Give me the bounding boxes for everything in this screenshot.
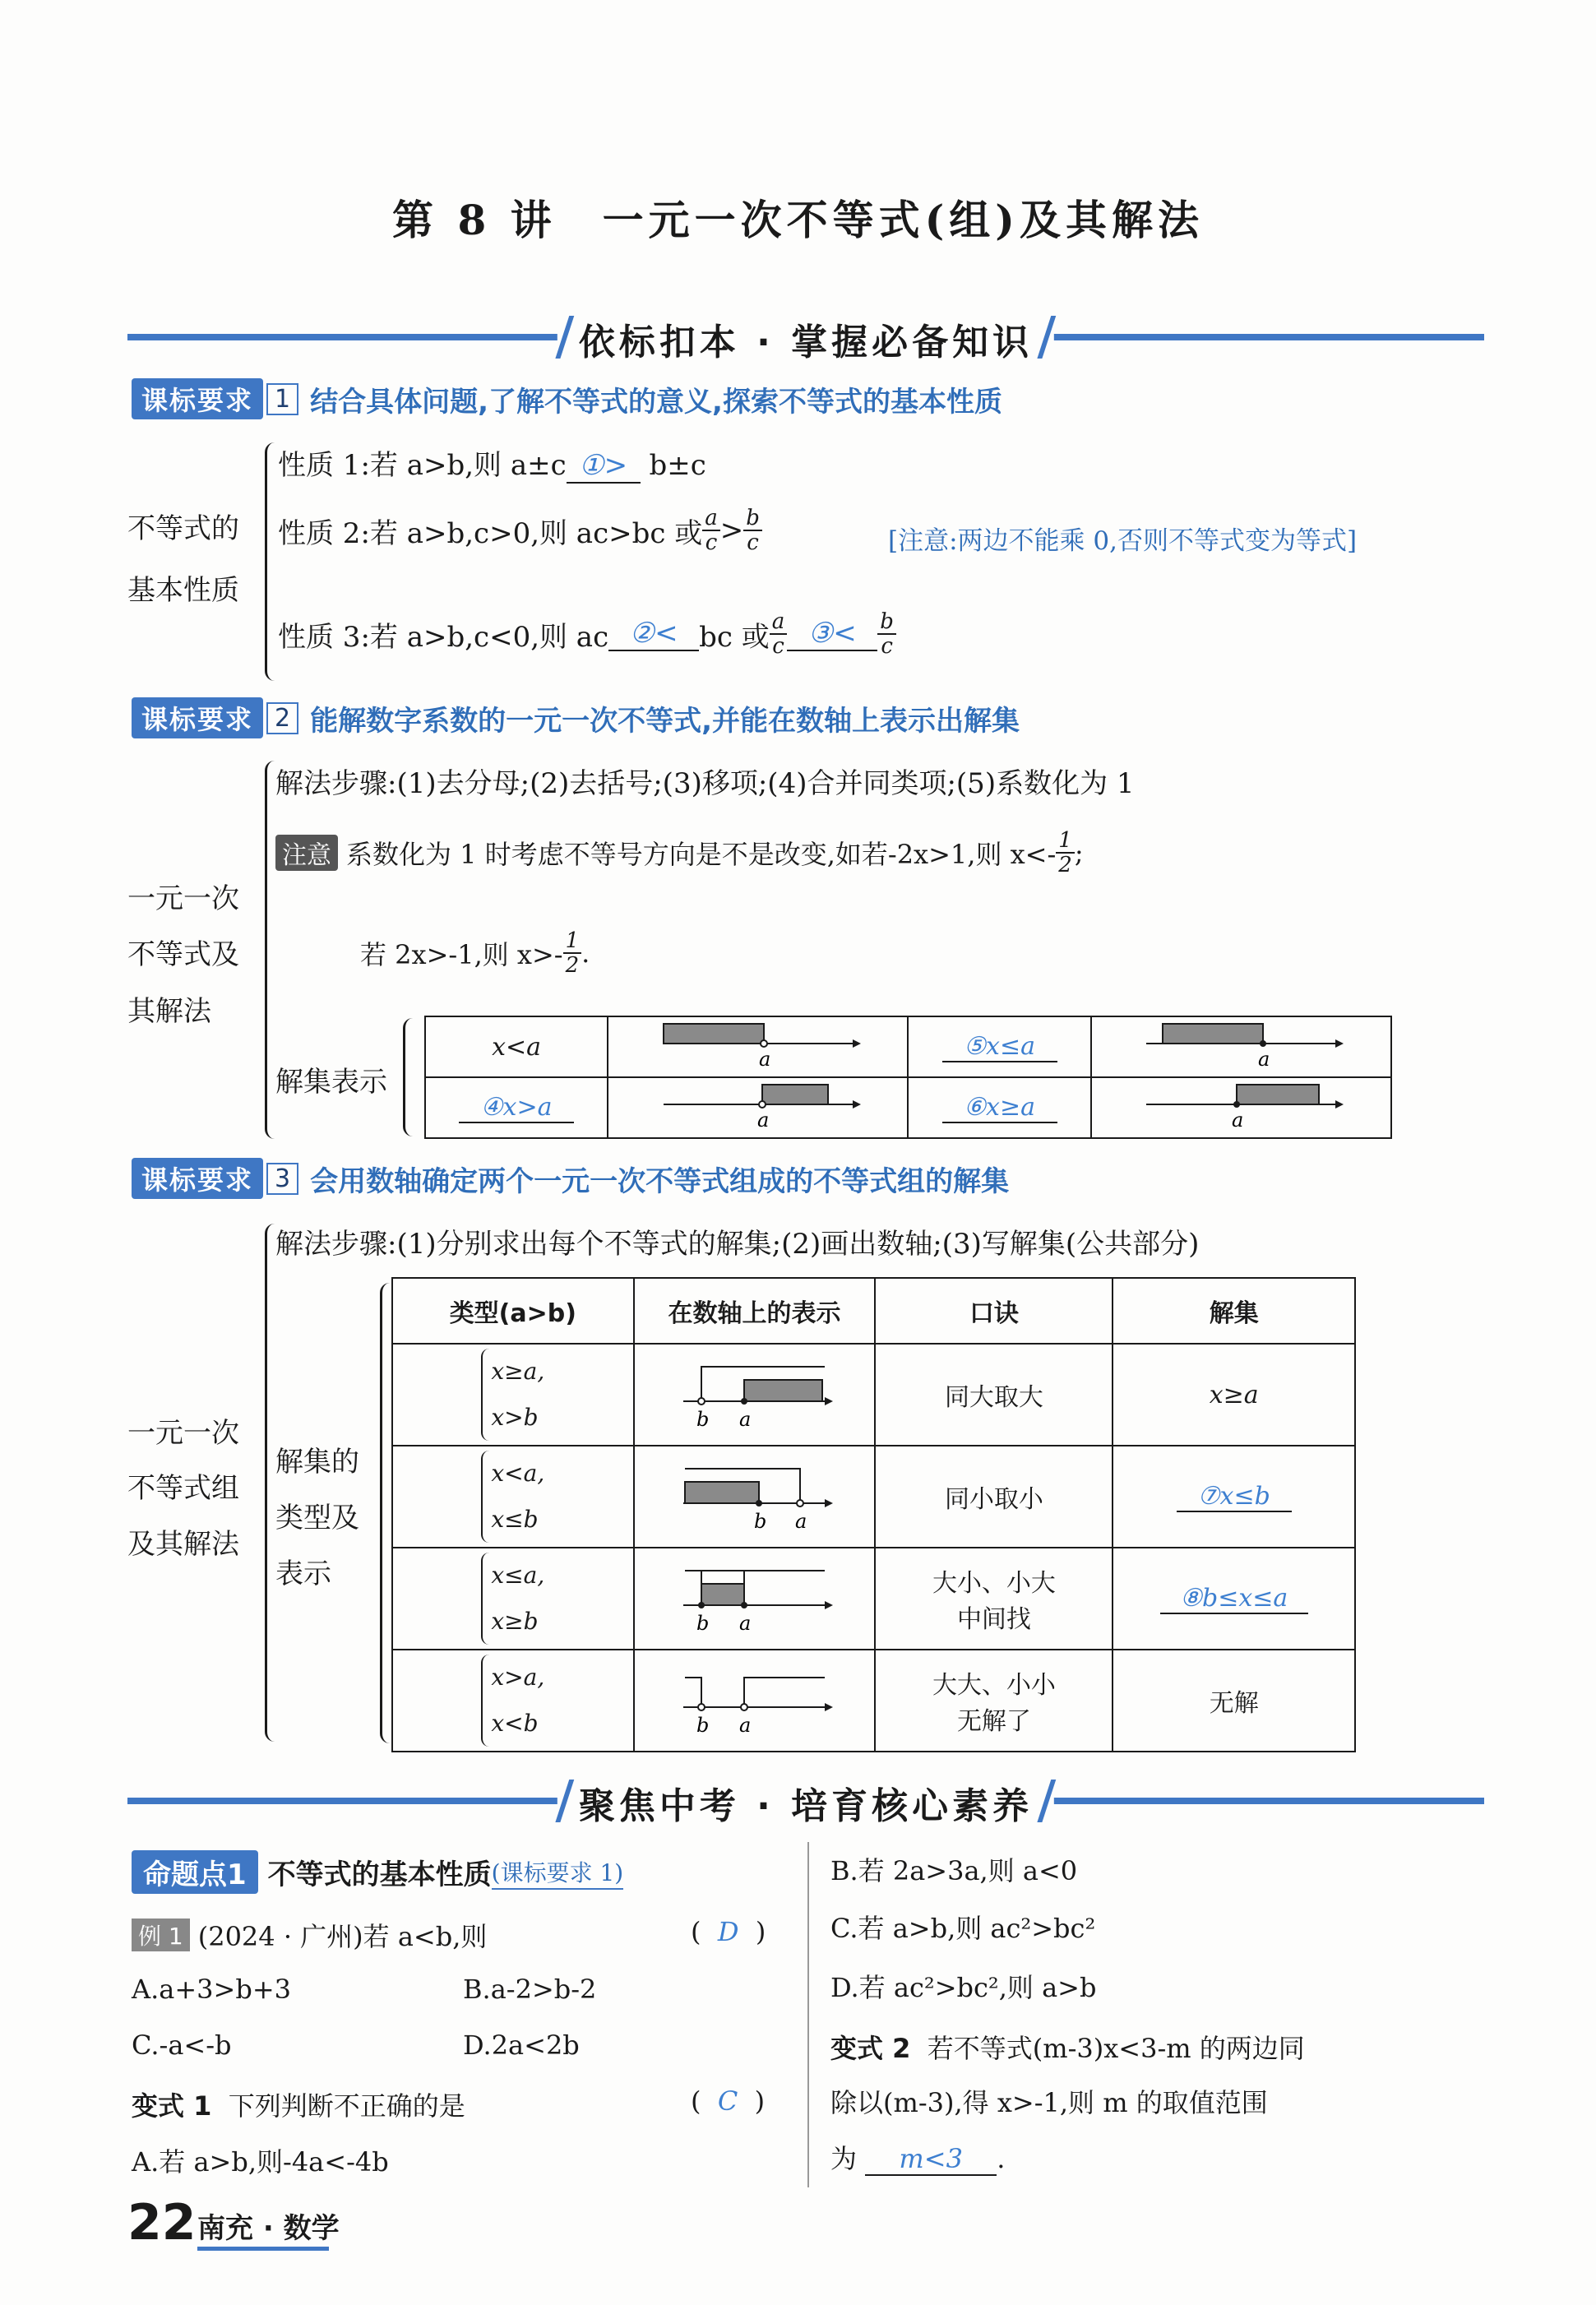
rep-label: 解集表示 xyxy=(275,1066,387,1099)
variant-1-tag: 变式 1 xyxy=(132,2090,212,2122)
cell-x-lt-a: x<a xyxy=(425,1016,608,1077)
answer-4: ④x>a xyxy=(459,1093,574,1123)
option-D: D.2a<2b xyxy=(463,2030,580,2061)
solve1-label-3: 其解法 xyxy=(127,995,211,1028)
p2-frac-2: $\frac{b}{c}$ xyxy=(743,507,762,554)
axis-label-a: a xyxy=(1258,1048,1270,1068)
variant-1-question: 下列判断不正确的是 xyxy=(228,2090,465,2122)
axis-label-a: a xyxy=(756,1109,770,1129)
solve2-label-1: 一元一次 xyxy=(127,1417,239,1450)
example-1-answer: ( D ) xyxy=(691,1916,766,1947)
answer-7: ⑦x≤b xyxy=(1177,1482,1292,1512)
variant-1-option-C: C.若 a>b,则 ac²>bc² xyxy=(830,1913,1096,1944)
p3-frac-2: $\frac{b}{c}$ xyxy=(877,610,896,658)
axis-cell-4 xyxy=(634,1650,876,1752)
axis-x-le-a xyxy=(1091,1016,1391,1077)
requirement-1 xyxy=(132,380,1002,418)
table-row xyxy=(392,1446,1355,1548)
solution-set-table xyxy=(424,1016,1392,1139)
answer-m-range: m<3 xyxy=(865,2143,997,2176)
svg-text:a: a xyxy=(738,1612,751,1635)
rule-4: 大大、小小 无解了 xyxy=(875,1650,1113,1752)
cell-x-le-a xyxy=(908,1016,1090,1077)
header-set: 解集 xyxy=(1113,1278,1355,1344)
axis-cell-1 xyxy=(634,1344,876,1446)
property-1 xyxy=(278,442,706,484)
inequality-system-table xyxy=(391,1277,1356,1752)
answer-8: ⑧b≤x≤a xyxy=(1160,1584,1308,1614)
svg-text:b: b xyxy=(696,1714,709,1737)
axis-label-a: a xyxy=(1232,1109,1244,1129)
column-divider xyxy=(807,1842,809,2187)
property-2 xyxy=(278,507,762,554)
solve1-note-2 xyxy=(360,929,590,977)
footer-text: 南充 · 数学 xyxy=(197,2212,340,2245)
props-label-2: 基本性质 xyxy=(127,574,239,607)
type-label-2: 类型及 xyxy=(275,1502,359,1534)
axis-cell-2 xyxy=(634,1446,876,1548)
option-A: A.a+3>b+3 xyxy=(132,1974,291,2005)
solve2-label-2: 不等式组 xyxy=(127,1472,239,1505)
p2-frac-1: $\frac{a}{c}$ xyxy=(702,507,720,554)
p1-answer: ①> xyxy=(567,449,641,484)
requirement-2 xyxy=(132,699,1020,737)
type-label-3: 表示 xyxy=(275,1557,331,1590)
p2-text: 性质 2:若 a>b,c>0,则 ac>bc 或 xyxy=(278,516,703,550)
note1-text: 系数化为 1 时考虑不等号方向是不是改变,如若-2x>1,则 x<- xyxy=(346,839,1057,870)
variant-1-answer: ( C ) xyxy=(691,2085,766,2117)
section-title-2: 聚焦中考 · 培育核心素养 xyxy=(557,1776,1054,1829)
variant-2-tag: 变式 2 xyxy=(830,2033,911,2064)
svg-text:a: a xyxy=(794,1510,807,1533)
solve1-label-2: 不等式及 xyxy=(127,938,239,971)
p3-answer-2: ③< xyxy=(787,617,877,651)
note2-text: 若 2x>-1,则 x>- xyxy=(360,939,563,970)
page-number: 22 xyxy=(127,2194,197,2252)
example-question: (2024 · 广州)若 a<b,则 xyxy=(197,1921,488,1952)
set-4: 无解 xyxy=(1113,1650,1355,1752)
req-tag: 课标要求 xyxy=(132,697,263,738)
p2-gt: > xyxy=(719,514,744,547)
p3-text: 性质 3:若 a>b,c<0,则 ac xyxy=(278,620,609,654)
system-3: x≤a, x≥b xyxy=(481,1553,544,1645)
note2-end: . xyxy=(581,937,590,969)
section-band-2 xyxy=(127,1776,1484,1826)
example-tag: 例 1 xyxy=(132,1919,190,1951)
section-band-1 xyxy=(127,312,1484,362)
svg-text:b: b xyxy=(753,1510,766,1533)
note-tag: 注意 xyxy=(275,835,338,871)
axis-x-ge-a xyxy=(1091,1077,1391,1138)
cell-x-ge-a xyxy=(908,1077,1090,1138)
note2-frac: $\frac{1}{2}$ xyxy=(563,929,582,977)
type-label-1: 解集的 xyxy=(275,1446,359,1479)
rule-2: 同小取小 xyxy=(875,1446,1113,1548)
topic-sub: (课标要求 1) xyxy=(492,1855,624,1890)
set-2 xyxy=(1113,1446,1355,1548)
page-title: 第 8 讲 一元一次不等式(组)及其解法 xyxy=(392,196,1204,244)
req-num: 2 xyxy=(266,702,298,734)
system-2: x<a, x≤b xyxy=(481,1451,544,1543)
svg-text:b: b xyxy=(696,1408,709,1431)
svg-text:a: a xyxy=(738,1408,751,1431)
solve1-label-1: 一元一次 xyxy=(127,882,239,915)
axis-label-a: a xyxy=(758,1048,771,1068)
svg-text:a: a xyxy=(738,1714,751,1737)
table-row xyxy=(392,1548,1355,1650)
req-tag: 课标要求 xyxy=(132,378,263,419)
property-3 xyxy=(278,610,896,658)
p3-frac-1: $\frac{a}{c}$ xyxy=(770,610,788,658)
header-rule: 口诀 xyxy=(875,1278,1113,1344)
req-text: 会用数轴确定两个一元一次不等式组成的不等式组的解集 xyxy=(310,1164,1010,1198)
rule-1: 同大取大 xyxy=(875,1344,1113,1446)
variant-2-text-1: 若不等式(m-3)x<3-m 的两边同 xyxy=(927,2033,1305,2064)
answer-5: ⑤x≤a xyxy=(942,1032,1057,1062)
solve2-steps: 解法步骤:(1)分别求出每个不等式的解集;(2)画出数轴;(3)写解集(公共部分) xyxy=(275,1228,1200,1261)
props-label-1: 不等式的 xyxy=(127,512,239,545)
variant-2-line-3: 为 m<3 . xyxy=(830,2143,1006,2174)
svg-text:b: b xyxy=(696,1612,709,1635)
variant-1-option-D: D.若 ac²>bc²,则 a>b xyxy=(830,1972,1097,2003)
axis-cell-3 xyxy=(634,1548,876,1650)
solve2-label-3: 及其解法 xyxy=(127,1528,239,1561)
header-axis: 在数轴上的表示 xyxy=(634,1278,876,1344)
solve1-steps: 解法步骤:(1)去分母;(2)去括号;(3)移项;(4)合并同类项;(5)系数化为 1 xyxy=(275,767,1135,800)
variant-1 xyxy=(132,2085,465,2123)
answer-6: ⑥x≥a xyxy=(942,1093,1057,1123)
system-1: x≥a, x>b xyxy=(481,1349,544,1441)
p1-post: b±c xyxy=(649,449,706,482)
cell-x-gt-a xyxy=(425,1077,608,1138)
set-3 xyxy=(1113,1548,1355,1650)
req-text: 结合具体问题,了解不等式的意义,探索不等式的基本性质 xyxy=(310,385,1002,419)
header-type: 类型(a>b) xyxy=(392,1278,634,1344)
footer-underline xyxy=(197,2247,329,2251)
requirement-3 xyxy=(132,1159,1009,1197)
req-num: 1 xyxy=(266,383,298,415)
example-1 xyxy=(132,1916,487,1954)
table-row xyxy=(392,1344,1355,1446)
table-row xyxy=(392,1650,1355,1752)
p2-note: [注意:两边不能乘 0,否则不等式变为等式] xyxy=(888,526,1358,556)
variant-1-option-A: A.若 a>b,则-4a<-4b xyxy=(132,2146,389,2178)
answer-D: D xyxy=(717,1916,739,1947)
brace-rep xyxy=(403,1018,415,1136)
req-tag: 课标要求 xyxy=(132,1158,263,1199)
axis-x-gt-a xyxy=(608,1077,908,1138)
req-num: 3 xyxy=(266,1163,298,1195)
variant-2-line-2: 除以(m-3),得 x>-1,则 m 的取值范围 xyxy=(830,2087,1268,2118)
brace-solve2 xyxy=(265,1224,279,1742)
option-C: C.-a<-b xyxy=(132,2030,232,2061)
system-4: x>a, x<b xyxy=(481,1655,544,1747)
set-1: x≥a xyxy=(1113,1344,1355,1446)
note1-frac: $\frac{1}{2}$ xyxy=(1056,829,1075,877)
section-title-1: 依标扣本 · 掌握必备知识 xyxy=(557,312,1054,365)
rule-3: 大小、小大 中间找 xyxy=(875,1548,1113,1650)
p3-mid: bc 或 xyxy=(699,620,770,654)
topic-title: 不等式的基本性质 xyxy=(267,1858,492,1891)
variant-2-line-1 xyxy=(830,2028,1305,2066)
answer-C: C xyxy=(717,2085,738,2117)
variant-1-option-B: B.若 2a>3a,则 a<0 xyxy=(830,1855,1078,1886)
req-text: 能解数字系数的一元一次不等式,并能在数轴上表示出解集 xyxy=(310,704,1020,738)
solve1-note-1 xyxy=(275,829,1084,877)
p3-answer-1: ②< xyxy=(608,617,699,651)
topic-header xyxy=(132,1850,623,1894)
brace-types xyxy=(380,1283,392,1743)
note1-end: ; xyxy=(1074,837,1084,868)
p1-text: 性质 1:若 a>b,则 a±c xyxy=(278,449,567,482)
option-B: B.a-2>b-2 xyxy=(463,1974,597,2005)
axis-x-lt-a xyxy=(608,1016,908,1077)
brace-props xyxy=(265,442,279,681)
topic-tag: 命题点1 xyxy=(132,1850,258,1894)
